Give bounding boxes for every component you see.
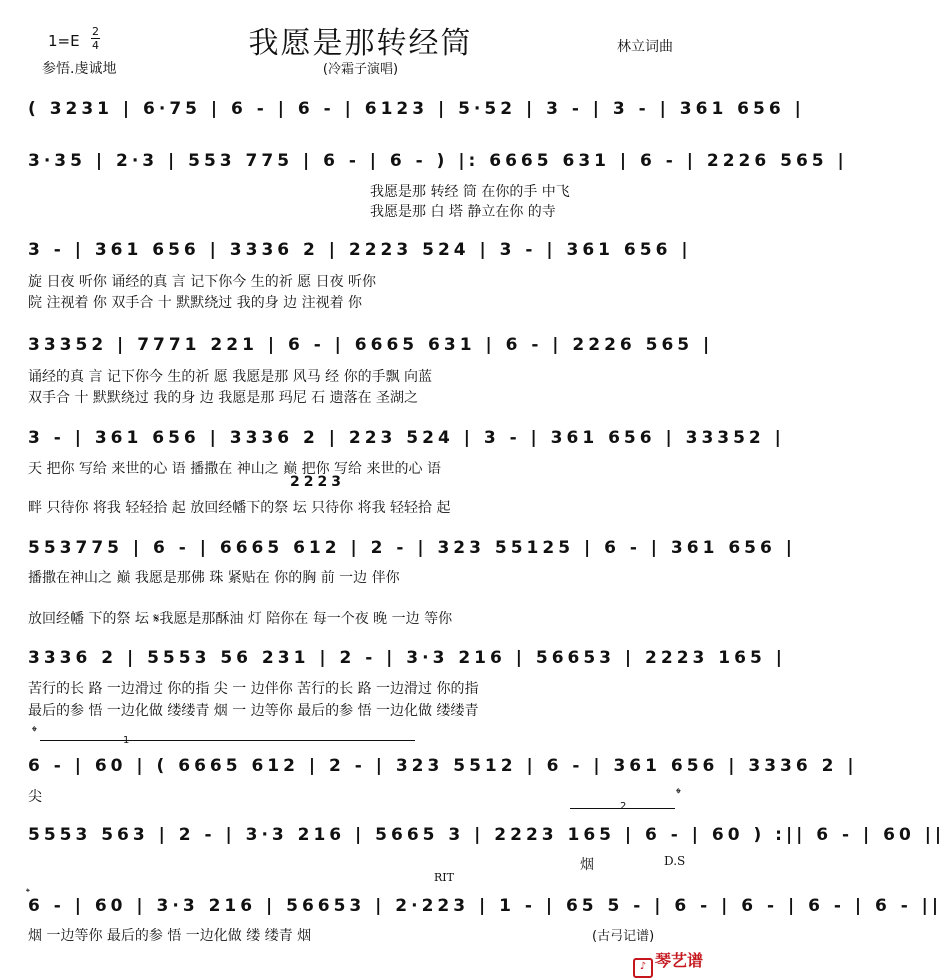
lyric-line: 烟	[580, 857, 594, 873]
lyric-line: 播撒在神山之 巅 我愿是那佛 珠 紧贴在 你的胸 前 一边 伴你	[28, 570, 400, 586]
watermark-text: 琴艺谱	[655, 951, 704, 970]
ds-mark: D.S	[664, 854, 686, 868]
ending-2-label: 2	[620, 801, 627, 812]
music-note-icon: ♪	[633, 958, 653, 978]
lyric-line: 畔 只待你 将我 轻轻拾 起 放回经幡下的祭 坛 只待你 将我 轻轻拾 起	[28, 500, 451, 516]
ending-1-label: 1	[123, 735, 130, 746]
lyric-line: 我愿是那 转经 筒 在你的手 中飞	[370, 184, 570, 200]
composer: 林立词曲	[617, 39, 673, 55]
notation-line: 553775 | 6 - | 6665 612 | 2 - | 323 55125 | 6 - | 361 656 |	[28, 538, 796, 558]
extra-notes: 2223	[290, 474, 345, 490]
notation-line: 33352 | 7771 221 | 6 - | 6665 631 | 6 - | 2226 565 |	[28, 335, 714, 355]
lyric-line: 旋 日夜 听你 诵经的真 言 记下你今 生的祈 愿 日夜 听你	[28, 274, 377, 290]
lyric-line: 院 注视着 你 双手合 十 默默绕过 我的身 边 注视着 你	[28, 295, 363, 311]
notation-line: ( 3231 | 6·75 | 6 - | 6 - | 6123 | 5·52 | 3 - | 3 - | 361 656 |	[28, 99, 805, 119]
coda-icon: 𝄌	[32, 724, 37, 740]
notation-line: 3336 2 | 5553 56 231 | 2 - | 3·3 216 | 56653 | 2223 165 |	[28, 648, 786, 668]
singer: (冷霜子演唱)	[322, 62, 399, 77]
lyric-line: 烟 一边等你 最后的参 悟 一边化做 缕 缕青 烟	[28, 928, 312, 944]
rit-mark: RIT	[434, 871, 454, 884]
copyist-credit: (古弓记谱)	[592, 929, 655, 944]
coda-icon: 𝄌	[676, 786, 681, 802]
lyric-line: 放回经幡 下的祭 坛 𝄋我愿是那酥油 灯 陪你在 每一个夜 晚 一边 等你	[28, 611, 453, 627]
notation-line: 6 - | 60 | ( 6665 612 | 2 - | 323 5512 | 6 - | 361 656 | 3336 2 |	[28, 756, 858, 776]
lyric-line: 双手合 十 默默绕过 我的身 边 我愿是那 玛尼 石 遗落在 圣湖之	[28, 390, 419, 406]
lyric-line: 天 把你 写给 来世的心 语 播撒在 神山之 巅 把你 写给 来世的心 语	[28, 461, 441, 477]
coda-icon: 𝄌	[26, 886, 30, 899]
lyric-line: 尖	[28, 789, 42, 805]
lyric-line: 最后的参 悟 一边化做 缕缕青 烟 一 边等你 最后的参 悟 一边化做 缕缕青	[28, 703, 479, 719]
lyric-line: 苦行的长 路 一边滑过 你的指 尖 一 边伴你 苦行的长 路 一边滑过 你的指	[28, 681, 479, 697]
performance-reference: 参悟.虔诚地	[42, 61, 117, 77]
lyric-line: 我愿是那 白 塔 静立在你 的寺	[370, 204, 556, 220]
lyric-line: 诵经的真 言 记下你今 生的祈 愿 我愿是那 风马 经 你的手飘 向蓝	[28, 369, 433, 385]
notation-line: 6 - | 60 | 3·3 216 | 56653 | 2·223 | 1 - | 65 5 - | 6 - | 6 - | 6 - | 6 - ||	[28, 896, 943, 916]
notation-line: 3 - | 361 656 | 3336 2 | 2223 524 | 3 - | 361 656 |	[28, 240, 692, 260]
song-title: 我愿是那转经筒	[248, 26, 473, 61]
watermark-logo	[633, 948, 703, 978]
notation-line: 3 - | 361 656 | 3336 2 | 223 524 | 3 - | 361 656 | 33352 |	[28, 428, 785, 448]
notation-line: 3·35 | 2·3 | 553 775 | 6 - | 6 - ) |: 6665 631 | 6 - | 2226 565 |	[28, 151, 848, 171]
time-bottom: 4	[92, 39, 99, 52]
time-signature	[91, 26, 100, 51]
notation-line: 5553 563 | 2 - | 3·3 216 | 5665 3 | 2223 165 | 6 - | 60 ) :|| 6 - | 60 ||	[28, 825, 945, 845]
time-top: 2	[92, 25, 99, 38]
key-signature: 1=E	[48, 32, 80, 50]
